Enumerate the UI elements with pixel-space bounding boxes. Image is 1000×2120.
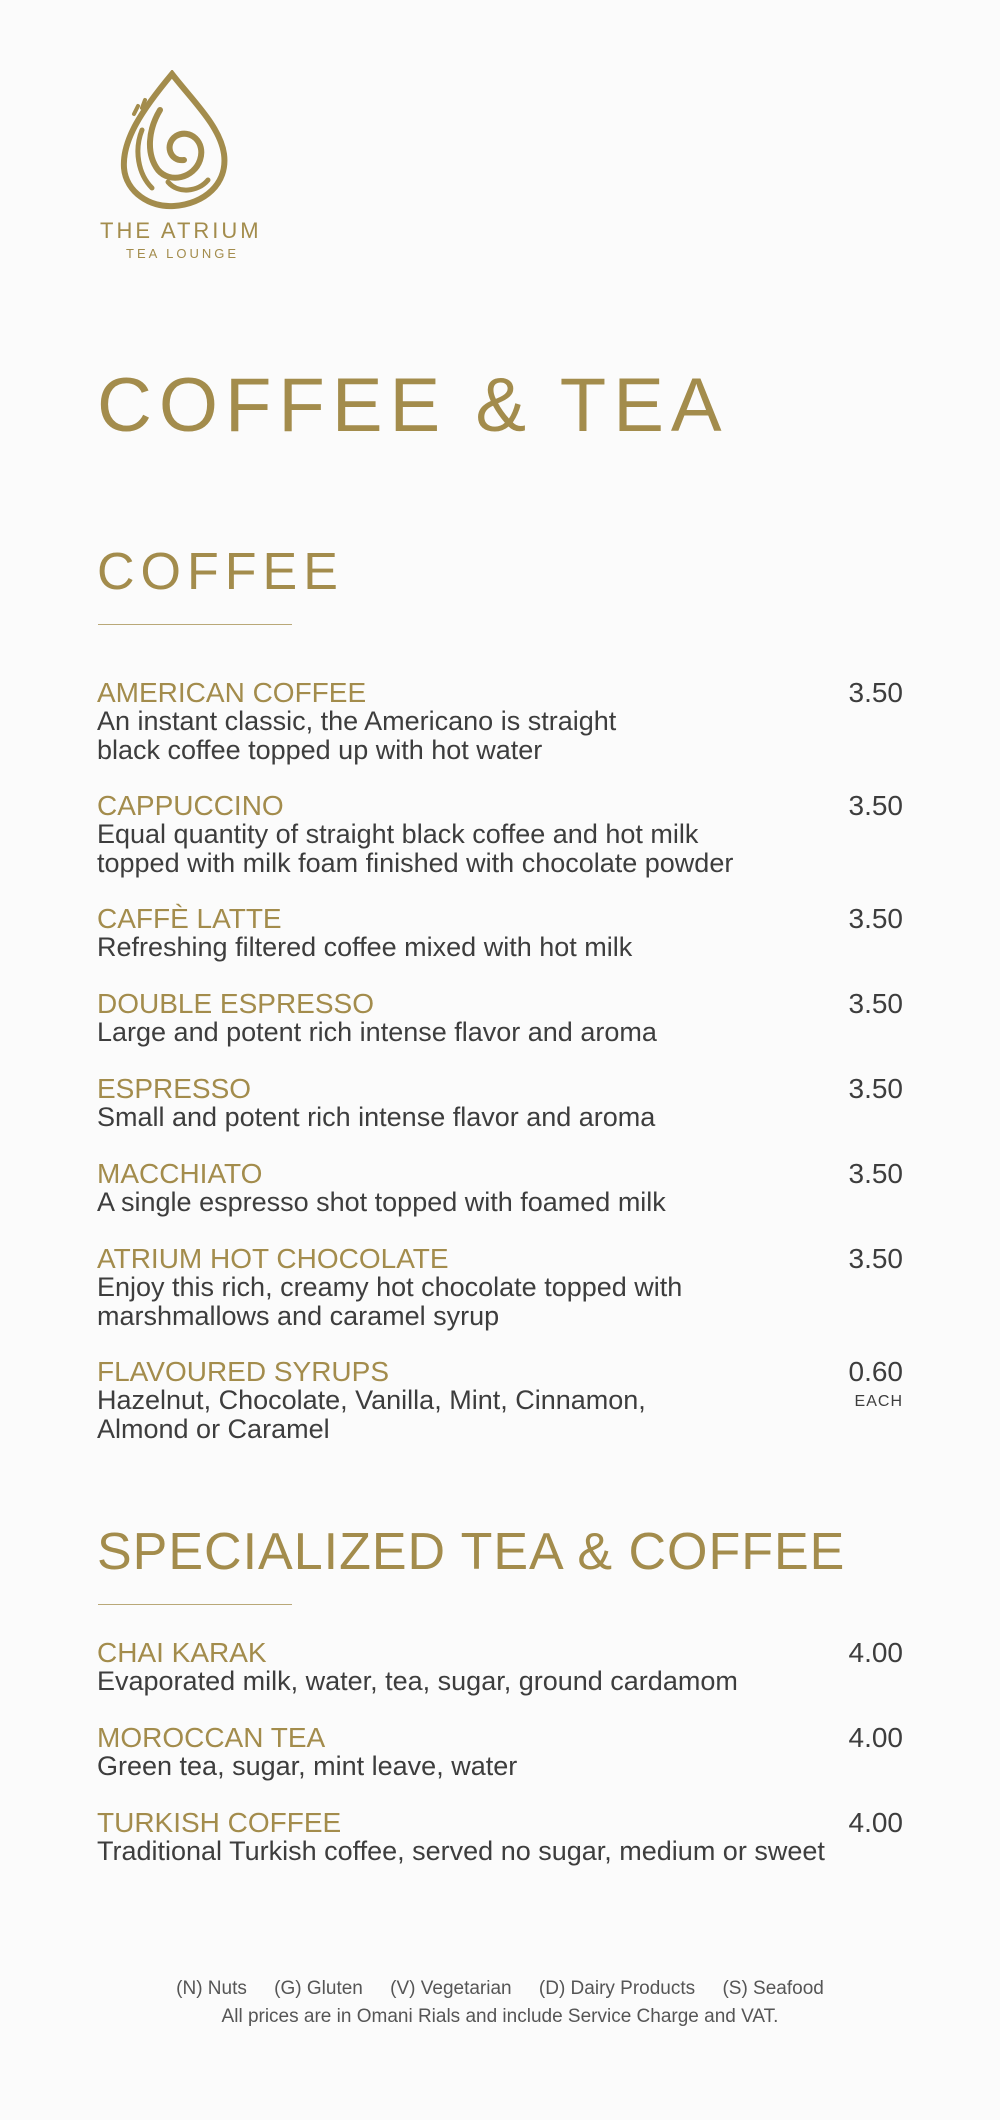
brand-logo [100, 70, 265, 261]
item-price: 4.00 [848, 1722, 903, 1753]
menu-item [97, 1638, 903, 1696]
item-description: Hazelnut, Chocolate, Vanilla, Mint, Cinnamon, Almond or Caramel [97, 1385, 646, 1444]
section-title-coffee: COFFEE [97, 543, 344, 601]
legend-seafood: (S) Seafood [722, 1978, 824, 1999]
item-description: Evaporated milk, water, tea, sugar, ground cardamom [97, 1666, 738, 1696]
legend-dairy: (D) Dairy Products [538, 1978, 696, 1999]
legend-nuts: (N) Nuts [176, 1978, 247, 1999]
item-description: Small and potent rich intense flavor and aroma [97, 1102, 656, 1132]
item-name: CHAI KARAK [97, 1637, 267, 1668]
calligraphy-teardrop-logo-icon [112, 70, 242, 210]
section-divider [98, 1604, 292, 1605]
item-price: 3.50 [848, 790, 903, 821]
footer [0, 1975, 1000, 2031]
price-note: All prices are in Omani Rials and include Service Charge and VAT. [221, 2006, 779, 2027]
item-price: 3.50 [848, 903, 903, 934]
menu-item [97, 989, 903, 1047]
item-price-unit: EACH [854, 1393, 903, 1410]
menu-item [97, 904, 903, 962]
menu-item [97, 678, 903, 765]
menu-item [97, 1159, 903, 1217]
menu-item [97, 791, 903, 878]
item-description: Green tea, sugar, mint leave, water [97, 1751, 518, 1781]
item-name: AMERICAN COFFEE [97, 677, 367, 708]
item-name: FLAVOURED SYRUPS [97, 1356, 389, 1387]
item-price: 3.50 [848, 1158, 903, 1189]
menu-item [97, 1244, 903, 1331]
brand-subtitle: TEA LOUNGE [126, 246, 240, 261]
section-divider [98, 624, 292, 625]
legend-gluten: (G) Gluten [274, 1978, 363, 1999]
menu-item [97, 1074, 903, 1132]
menu-item [97, 1723, 903, 1781]
item-price: 4.00 [848, 1637, 903, 1668]
item-description: Equal quantity of straight black coffee and hot milk topped with milk foam finished with chocolate powder [97, 819, 734, 878]
item-price: 3.50 [848, 1243, 903, 1274]
item-description: Refreshing filtered coffee mixed with hot milk [97, 932, 633, 962]
page-title: COFFEE & TEA [97, 363, 729, 448]
allergen-legend [0, 1975, 1000, 2003]
brand-name: THE ATRIUM [100, 218, 262, 243]
item-price: 0.60 [848, 1356, 903, 1387]
legend-vegetarian: (V) Vegetarian [390, 1978, 512, 1999]
item-description: Enjoy this rich, creamy hot chocolate topped with marshmallows and caramel syrup [97, 1272, 683, 1331]
item-description: An instant classic, the Americano is straight black coffee topped up with hot water [97, 706, 617, 765]
menu-item [97, 1357, 903, 1444]
section-title-specialized: SPECIALIZED TEA & COFFEE [97, 1523, 846, 1581]
menu-item [97, 1808, 903, 1866]
item-name: ESPRESSO [97, 1073, 252, 1104]
item-name: CAPPUCCINO [97, 790, 284, 821]
item-name: MACCHIATO [97, 1158, 263, 1189]
item-name: ATRIUM HOT CHOCOLATE [97, 1243, 449, 1274]
item-name: TURKISH COFFEE [97, 1807, 342, 1838]
item-name: CAFFÈ LATTE [97, 903, 282, 934]
item-price: 3.50 [848, 988, 903, 1019]
item-description: Large and potent rich intense flavor and aroma [97, 1017, 657, 1047]
item-price: 3.50 [848, 1073, 903, 1104]
item-price: 4.00 [848, 1807, 903, 1838]
item-name: DOUBLE ESPRESSO [97, 988, 374, 1019]
item-description: A single espresso shot topped with foamed milk [97, 1187, 666, 1217]
item-price: 3.50 [848, 677, 903, 708]
item-description: Traditional Turkish coffee, served no sugar, medium or sweet [97, 1836, 825, 1866]
item-name: MOROCCAN TEA [97, 1722, 326, 1753]
